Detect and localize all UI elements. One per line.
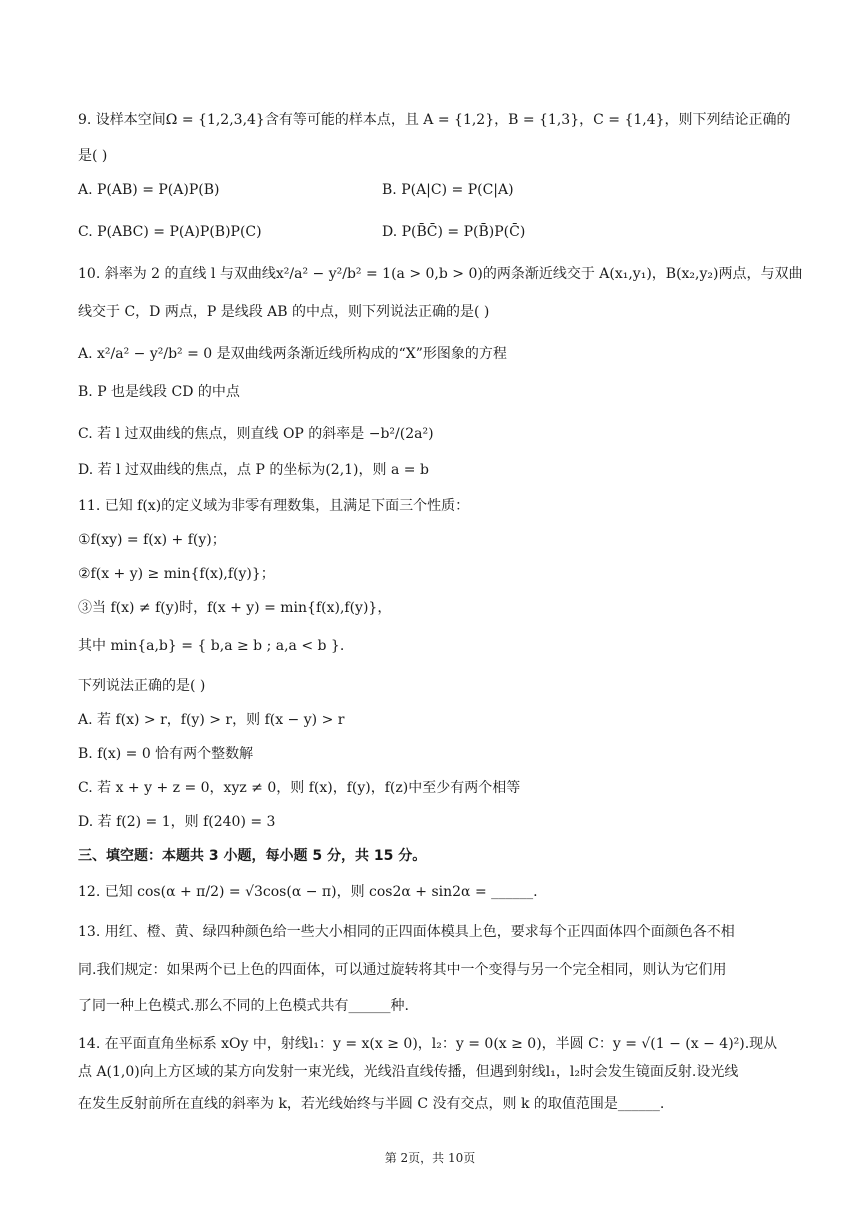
q9-option-a: A. P(AB) = P(A)P(B): [78, 182, 220, 198]
q11-min-definition: 其中 min{a,b} = { b,a ≥ b ; a,a < b }.: [78, 638, 345, 654]
q13-line3: 了同一种上色模式.那么不同的上色模式共有______种.: [78, 998, 409, 1014]
q10-option-c: C. 若 l 过双曲线的焦点，则直线 OP 的斜率是 −b²/(2a²): [78, 426, 434, 442]
q11-ask: 下列说法正确的是( ): [78, 678, 206, 694]
page-number-footer: 第 2页，共 10页: [384, 1151, 476, 1165]
q11-option-b: B. f(x) = 0 恰有两个整数解: [78, 746, 254, 762]
q10-stem-line1: 10. 斜率为 2 的直线 l 与双曲线x²/a² − y²/b² = 1(a > 0,b > 0)的两条渐近线交于 A(x₁,y₁)，B(x₂,y₂)两点，与双曲: [78, 266, 803, 282]
q11-stem: 11. 已知 f(x)的定义域为非零有理数集，且满足下面三个性质：: [78, 498, 470, 514]
q14-line1: 14. 在平面直角坐标系 xOy 中，射线l₁：y = x(x ≥ 0)，l₂：y = 0(x ≥ 0)，半圆 C：y = √(1 − (x − 4)²).现从: [78, 1036, 778, 1052]
q11-property-1: ①f(xy) = f(x) + f(y)；: [78, 532, 226, 548]
q10-option-d: D. 若 l 过双曲线的焦点，点 P 的坐标为(2,1)，则 a = b: [78, 462, 429, 478]
q12-stem: 12. 已知 cos(α + π/2) = √3cos(α − π)，则 cos2α + sin2α = ______.: [78, 884, 538, 900]
q11-option-d: D. 若 f(2) = 1，则 f(240) = 3: [78, 814, 276, 830]
q9-option-b: B. P(A|C) = P(C|A): [382, 182, 514, 198]
q10-option-b: B. P 也是线段 CD 的中点: [78, 384, 240, 400]
q11-option-a: A. 若 f(x) > r，f(y) > r，则 f(x − y) > r: [78, 712, 345, 728]
q10-stem-line2: 线交于 C，D 两点，P 是线段 AB 的中点，则下列说法正确的是( ): [78, 304, 490, 320]
q9-option-c: C. P(ABC) = P(A)P(B)P(C): [78, 224, 262, 240]
q13-line1: 13. 用红、橙、黄、绿四种颜色给一些大小相同的正四面体模具上色，要求每个正四面体四个面颜色各不相: [78, 924, 735, 940]
q9-option-d: D. P(B̄C̄) = P(B̄)P(C̄): [382, 224, 526, 240]
q11-property-3: ③当 f(x) ≠ f(y)时，f(x + y) = min{f(x),f(y)}，: [78, 600, 392, 616]
q14-line2: 点 A(1,0)向上方区域的某方向发射一束光线，光线沿直线传播，但遇到射线l₁，l₂时会发生镜面反射.设光线: [78, 1064, 739, 1080]
q9-stem-line1: 9. 设样本空间Ω = {1,2,3,4}含有等可能的样本点，且 A = {1,2}，B = {1,3}，C = {1,4}，则下列结论正确的: [78, 112, 791, 128]
q11-option-c: C. 若 x + y + z = 0，xyz ≠ 0，则 f(x)，f(y)，f(z)中至少有两个相等: [78, 780, 521, 796]
q9-stem-line2: 是( ): [78, 148, 108, 164]
q10-option-a: A. x²/a² − y²/b² = 0 是双曲线两条渐近线所构成的“X”形图象的方程: [78, 346, 507, 362]
q11-property-2: ②f(x + y) ≥ min{f(x),f(y)}；: [78, 566, 275, 582]
q14-line3: 在发生反射前所在直线的斜率为 k，若光线始终与半圆 C 没有交点，则 k 的取值范围是______.: [78, 1096, 665, 1112]
q13-line2: 同.我们规定：如果两个已上色的四面体，可以通过旋转将其中一个变得与另一个完全相同，则认为它们用: [78, 962, 727, 978]
section-fill-in-heading: 三、填空题：本题共 3 小题，每小题 5 分，共 15 分。: [78, 848, 427, 864]
